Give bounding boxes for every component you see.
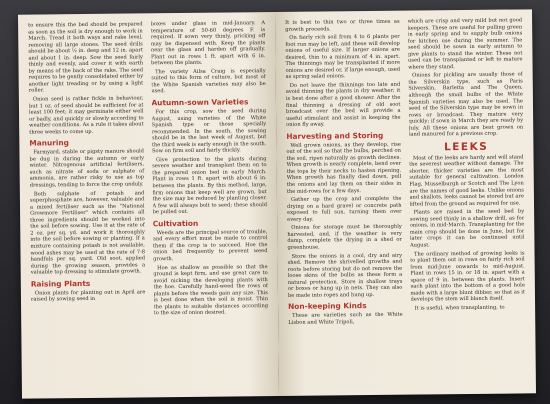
paragraph: It is best to thin two or three times as growth proceeds. <box>285 18 400 33</box>
paragraph: Farmyard, stable or pigsty manure should be dug in during the autumn or early winter. Nitrogenous artificial fertilisers, such as nitrate of soda or sulphate of ammonia, are rather risky to use as top dressings, tending to force the crop unduly. <box>29 148 145 189</box>
left-page <box>18 12 279 399</box>
paragraph: Weeds are the principal source of trouble, and every effort must be made to control them if the crop is to succeed. Hoe the onion bed frequently to prevent weed growth. <box>152 228 268 263</box>
paragraph: The ordinary method of growing leeks is to plant them out in rows on fairly rich soil from mid-June onwards to mid-August. Plant in rows 15 in. or 18 in. apart with a space of 9 in. between the plants. Insert each plant into the bottom of a good hole made with a large blunt dibber, so that as it develops the stem will blanch itself. <box>410 249 525 303</box>
paragraph: For this crop, sow the seed during August, using varieties of the White Spanish type or those specially recommended. In the south, the sowing should be in the last week of August, but the third week is early enough in the south. Sow on firm soil and fairly thickly. <box>151 108 267 155</box>
paragraph: Store the onions in a cool, dry and airy shed. Remove the shrivelled growths and roots before storing but do not remove the loose skins of the bulbs as these form a natural protection. Store in shallow trays or boxes or hang up in nets. They can also be made into ropes and hung up. <box>287 252 403 299</box>
paragraph: The variety Ailsa Craig is especially suited to this form of culture, but most of the White Spanish varieties may also be used. <box>151 67 266 95</box>
right-column-2 <box>408 17 526 388</box>
heading-leeks: LEEKS <box>443 140 489 154</box>
heading-cultivation: Cultivation <box>152 218 199 229</box>
paragraph: Give protection to the plants during severe weather and transplant them on to the prepared onion bed in early March. Plant in rows 1 ft. apart with about 6 in. between the plants. By this method, large, firm onions that keep well are grown, but the size may be reduced by planting closer. A few will always bolt to seed; these should be pulled out. <box>152 155 268 216</box>
paragraph: Do not leave the thinnings too late and avoid thinning the plants in dry weather; it is best done after a good shower. After the final thinning a dressing of old soot broadcast over the bed will provide a useful stimulant and assist in keeping the onion fly away. <box>285 81 401 129</box>
right-column-1 <box>285 19 403 390</box>
paragraph: Hoe as shallow as possible so that the ground is kept firm, and use great care to avoid nicking the developing plants with the hoe. Carefully hand-weed the rows of plants before the weeds gain any size. This is best done when the soil is moist. Thin the plants to suitable distances according to the size of onion desired. <box>153 263 269 317</box>
paragraph: On fairly rich soil from 4 to 6 plants per foot run may be left, and these will develop onions of useful size. If larger onions are desired, thin to a minimum of 4 in. apart. The thinnings may be transplanted if more onions are desired or, if large enough, used as spring salad onions. <box>285 33 401 81</box>
right-page <box>275 9 536 396</box>
heading-harvesting: Harvesting and Storing <box>286 130 384 141</box>
paragraph: Both sulphate of potash and superphosphate are, however, valuable and a mixed fertiliser such as the "National Growmore Fertiliser" which contains all three ingredients should be worked into the soil before sowing. Use it at the rate of 2 oz. per sq. yd. and work it thoroughly into the soil before sowing or planting. If a mixture containing potash is not available, wood ashes may be used at the rate of 7-8 handfuls per sq. yard. Old soot, applied during the growing season, provides a valuable top dressing to stimulate growth. <box>29 189 146 276</box>
paragraph: Onion plants for planting out in April are raised by sowing seed in <box>30 289 146 303</box>
left-column-2 <box>151 20 269 391</box>
booklet-spread <box>18 9 536 398</box>
paragraph: Well grown onions, as they develop, rise out of the soil so that the bulbs, perched on the soil, ripen naturally as growth declines. When growth is nearly complete, bend over the tops by their necks to hasten ripening. When growth has finally died down, pull the onions and lay them on their sides in the mid-rows for a few days. <box>286 141 402 195</box>
left-column-1 <box>28 21 146 392</box>
heading-raising-plants: Raising Plants <box>30 278 91 289</box>
paragraph: It is useful, when transplanting, to <box>414 304 505 312</box>
heading-non-keeping: Non-keeping Kinds <box>288 301 367 312</box>
paragraph: Onions for pickling are usually those of the Silverskin type, such as Paris Silverskin, Barletta and The Queen, although the small bulbs of the White Spanish varieties may also be used. The seed of the Silverskin type may be sown in rows or broadcast. They mature very quickly; if sown in March they are ready by July. All these onions are best grown on land manured for a previous crop. <box>408 71 524 138</box>
heading-manuring: Manuring <box>29 138 70 148</box>
paragraph: Plants are raised in the seed bed by sowing seed thinly in a shallow drill, as for onions, in mid-March. Transplanting for the main crop should be done in June, but for later crops it can be continued until August. <box>409 208 525 249</box>
paragraph: Onion seed is rather fickle in behaviour, but 1 oz. of seed should be sufficient for at least 100 feet; it may germinate either well or badly, and quickly or slowly according to weather conditions. As a rule it takes about three weeks to come up. <box>28 95 144 136</box>
paragraph: Gather up the crop and complete the drying on a hard gravel or concrete path exposed to full sun, turning them over every day. <box>286 195 402 223</box>
paragraph: Most of the leeks are hardy and will stand the severest weather without damage. The shorter, thicker varieties are the most suitable for general cultivation. London Flag, Musselburgh or Scotch and The Lyon are the names of good leeks. Unlike onions and shallots, leeks cannot be stored but are lifted from the ground as required for use. <box>409 154 524 208</box>
paragraph: to ensure this the bed should be prepared as soon as the soil is dry enough to work in March. Tread it both ways and rake level, removing all large stones. The seed drills should be about ½ in. deep and 12 in. apart and about 1 in. deep. Sow the seed fairly thinly and evenly, and cover it with earth by means of the back of the rake. The seed requires to be gently consolidated either by another light treading or by using a light roller. <box>28 21 144 95</box>
paragraph: Onions for storage must be thoroughly harvested, and, if the weather is very damp, complete the drying in a shed or greenhouse. <box>287 224 402 251</box>
heading-autumn-sown: Autumn-sown Varieties <box>151 97 249 108</box>
paragraph: boxes under glass in mid-January. A temperature of 50-60 degrees F. is required. If sown very thinly, pricking off may be dispensed with. Keep the plants near the glass and harden off gradually. Plant out in rows 1 ft. apart with 6 in. between the plants. <box>150 20 266 67</box>
paragraph: which are crisp and very mild but not good keepers. These are useful for pulling green in early spring and to supply bulb onions for kitchen use during the summer. The seed should be sown in early autumn to give plants to stand the winter. These not used can be transplanted or left to mature where they stand. <box>407 17 523 71</box>
paragraph: These are varieties such as the White Lisbon and White Tripoli, <box>288 312 403 326</box>
